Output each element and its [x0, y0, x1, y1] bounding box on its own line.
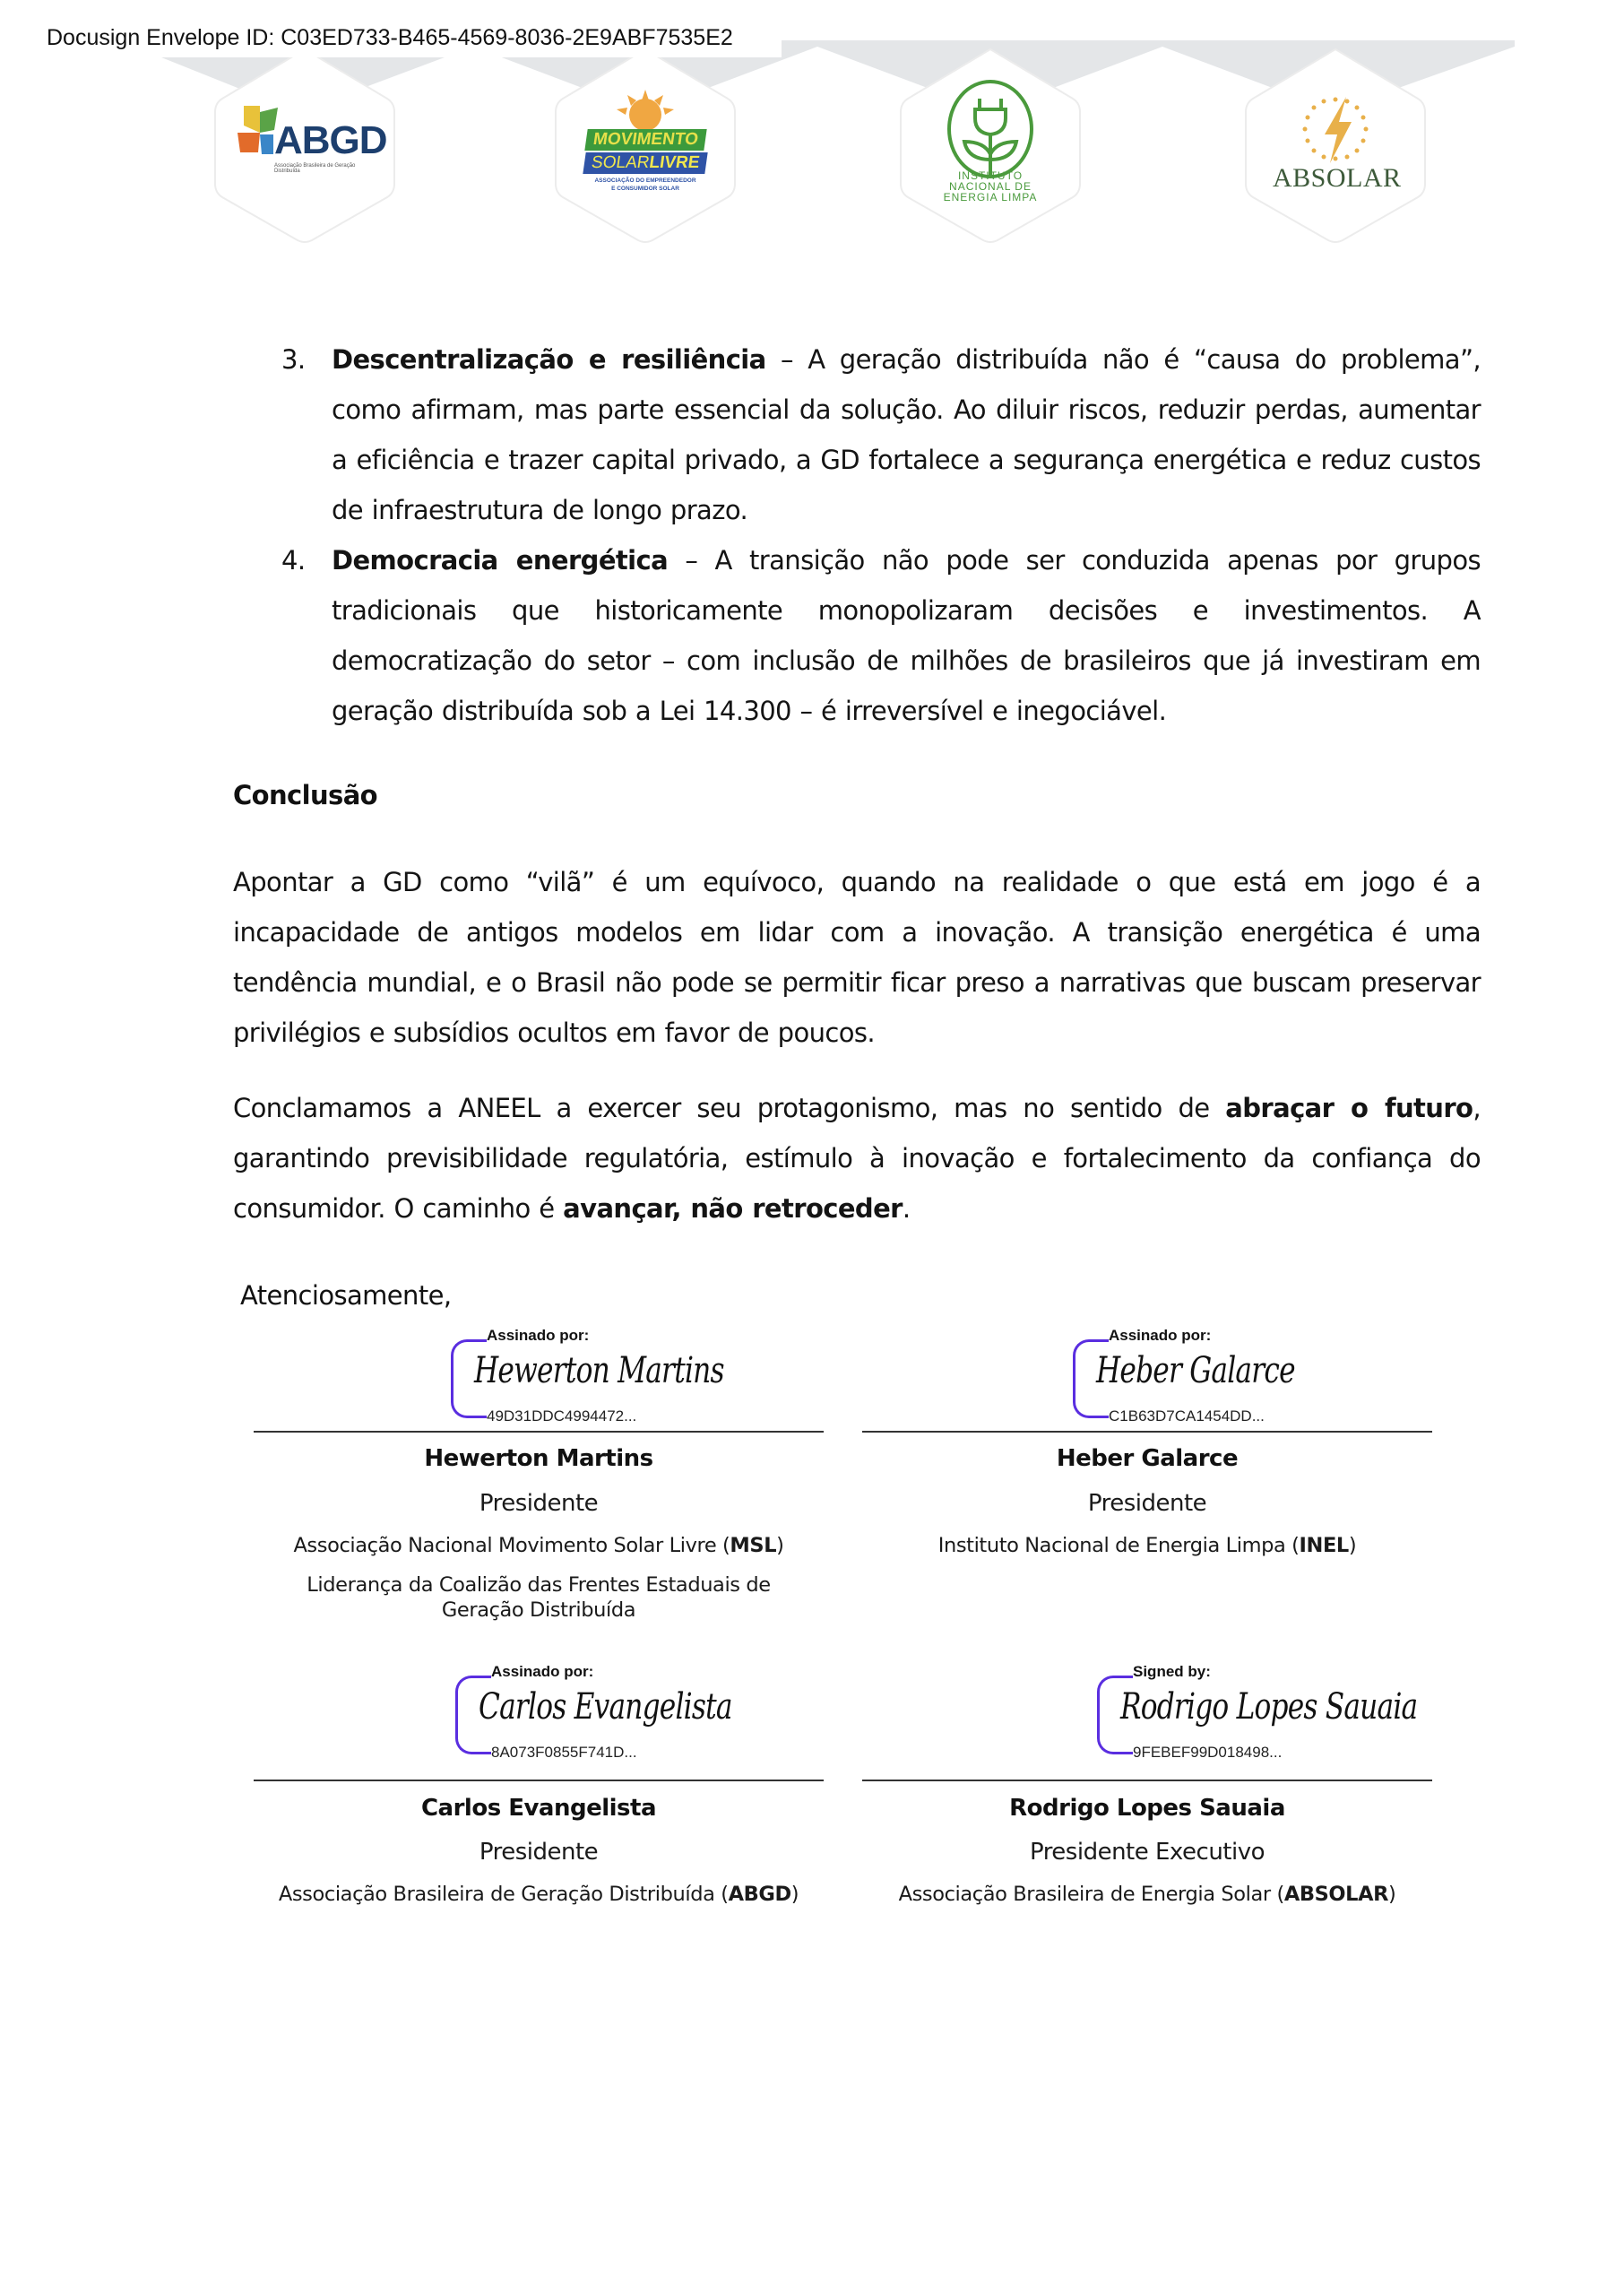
logo-absolar: [1273, 163, 1402, 194]
inel-line2: NACIONAL DE: [949, 180, 1032, 193]
docusign-stamp[interactable]: [1097, 1663, 1420, 1766]
closing-salutation: Atenciosamente,: [240, 1280, 452, 1311]
inel-line1: INSTITUTO: [957, 169, 1024, 182]
list-item-3: [233, 334, 1481, 535]
handwritten-signature: Heber Galarce: [1096, 1350, 1295, 1391]
inel-line3: ENERGIA LIMPA: [943, 191, 1038, 204]
logo-movimento-solar-livre: [574, 129, 717, 193]
org-name: Instituto Nacional de Energia Limpa (: [937, 1534, 1300, 1557]
stamp-id: C1B63D7CA1454DD...: [1109, 1407, 1265, 1425]
numbered-list: [233, 334, 1481, 736]
signature-block-heber-galarce: [862, 1327, 1432, 1596]
list-item-text: – A geração distribuída não é “causa do problema”, como afirmam, mas parte essencial da solução. Ao diluir riscos, reduzir perdas, aumentar a eficiência e trazer capital privado, a GD fortalece a segurança energética e reduz custos de infraestrutura de longo prazo.: [332, 344, 1481, 525]
signature-block-hewerton-martins: [254, 1327, 824, 1650]
emphasis-abracar-o-futuro: abraçar o futuro: [1225, 1093, 1473, 1123]
text-run: , garantindo previsibilidade regulatória, estímulo à inovação e fortalecimento da confiança do consumidor. O caminho é: [233, 1093, 1481, 1224]
signer-title: Presidente: [479, 1490, 599, 1517]
signature-block-carlos-evangelista: [254, 1663, 824, 1932]
handwritten-signature: Rodrigo Lopes Sauaia: [1120, 1686, 1418, 1728]
signer-name: Heber Galarce: [1056, 1445, 1239, 1472]
signature-line: [862, 1780, 1432, 1781]
docusign-stamp[interactable]: [1073, 1327, 1369, 1430]
msl-subtitle-1: ASSOCIAÇÃO DO EMPREENDEDOR: [594, 178, 696, 184]
logo-inel: [937, 170, 1044, 203]
msl-line1: MOVIMENTO: [584, 129, 706, 151]
signature-line: [254, 1780, 824, 1781]
signer-name: Carlos Evangelista: [420, 1795, 657, 1822]
text-run: .: [902, 1193, 911, 1224]
signature-block-rodrigo-lopes-sauaia: [862, 1663, 1432, 1932]
stamp-label: Signed by:: [1133, 1663, 1211, 1680]
org-paren: ): [790, 1883, 799, 1906]
docusign-envelope-id: Docusign Envelope ID: C03ED733-B465-4569-8036-2E9ABF7535E2: [47, 25, 782, 57]
signer-extra-role: Liderança da Coalizão das Frentes Estaduais de Geração Distribuída: [307, 1573, 771, 1622]
emphasis-avancar: avançar, não retroceder: [563, 1193, 903, 1224]
stamp-id: 49D31DDC4994472...: [487, 1407, 637, 1425]
msl-line2: [583, 152, 708, 174]
signer-organization: [227, 1533, 851, 1558]
handwritten-signature: Carlos Evangelista: [479, 1686, 732, 1728]
abgd-wordmark: ABGD: [274, 118, 387, 162]
org-name: Associação Brasileira de Geração Distribuída (: [278, 1883, 729, 1906]
signer-name: Rodrigo Lopes Sauaia: [1009, 1795, 1285, 1822]
signer-title: Presidente: [1087, 1490, 1207, 1517]
org-paren: ): [776, 1534, 784, 1557]
text-run: Conclamamos a ANEEL a exercer seu protagonismo, mas no sentido de: [233, 1093, 1226, 1123]
stamp-id: 8A073F0855F741D...: [491, 1744, 637, 1761]
list-item-4: [233, 535, 1481, 736]
org-paren: ): [1388, 1883, 1396, 1906]
msl-subtitle-2: E CONSUMIDOR SOLAR: [611, 186, 679, 192]
handwritten-signature: Hewerton Martins: [474, 1350, 724, 1391]
conclusion-paragraph-2: [233, 1083, 1481, 1234]
stamp-id: 9FEBEF99D018498...: [1133, 1744, 1283, 1761]
signature-line: [862, 1431, 1432, 1433]
section-title-conclusao: Conclusão: [233, 780, 377, 810]
org-paren: ): [1348, 1534, 1357, 1557]
abgd-subtitle: Associação Brasileira de Geração Distribuída: [274, 163, 356, 174]
org-abbr: INEL: [1299, 1534, 1349, 1557]
docusign-stamp[interactable]: [451, 1327, 747, 1430]
conclusion-paragraph-1: Apontar a GD como “vilã” é um equívoco, quando na realidade o que está em jogo é a incapacidade de antigos modelos em lidar com a inovação. A transição energética é uma tendência mundial, e o Brasil não pode se permitir ficar preso a narrativas que buscam preservar privilégios e subsídios ocultos em favor de poucos.: [233, 867, 1481, 1048]
msl-livre: LIVRE: [647, 153, 701, 172]
stamp-label: Assinado por:: [1109, 1327, 1212, 1344]
list-item-text: – A transição não pode ser conduzida apenas por grupos tradicionais que historicamente monopolizaram decisões e investimentos. A democratização do setor – com inclusão de milhões de brasileiros que já investiram em geração distribuída sob a Lei 14.300 – é irreversível e inegociável.: [332, 545, 1481, 726]
logo-abgd: [274, 118, 387, 174]
list-number: 4.: [281, 545, 306, 576]
org-name: Associação Brasileira de Energia Solar (: [898, 1883, 1284, 1906]
org-abbr: MSL: [730, 1534, 777, 1557]
signer-organization: [835, 1533, 1459, 1558]
signature-line: [254, 1431, 824, 1433]
signer-name: Hewerton Martins: [424, 1445, 653, 1472]
list-item-title: Democracia energética: [332, 545, 669, 576]
absolar-wordmark: ABSOLAR: [1273, 163, 1402, 193]
list-number: 3.: [281, 344, 306, 375]
stamp-label: Assinado por:: [487, 1327, 590, 1344]
signer-organization: [227, 1882, 851, 1907]
org-name: Associação Nacional Movimento Solar Livre (: [293, 1534, 730, 1557]
stamp-label: Assinado por:: [491, 1663, 594, 1680]
docusign-stamp[interactable]: [455, 1663, 760, 1766]
signer-title: Presidente: [479, 1839, 599, 1866]
signer-title: Presidente Executivo: [1029, 1839, 1266, 1866]
list-item-title: Descentralização e resiliência: [332, 344, 766, 375]
org-abbr: ABSOLAR: [1283, 1883, 1389, 1906]
msl-solar: SOLAR: [590, 153, 651, 172]
signer-organization: [835, 1882, 1459, 1907]
org-abbr: ABGD: [728, 1883, 791, 1906]
